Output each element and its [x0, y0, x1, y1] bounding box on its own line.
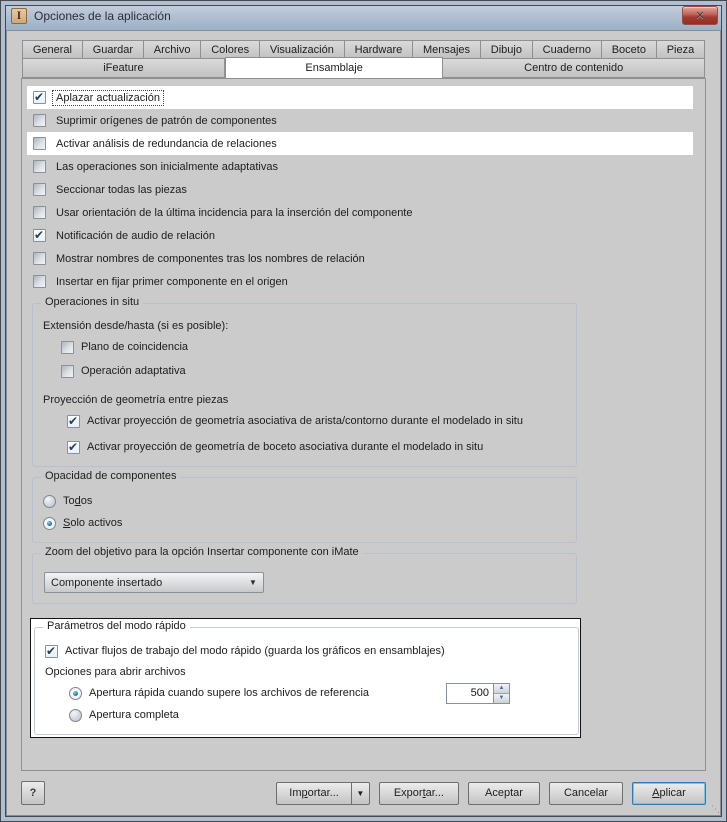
radio-label: Apertura rápida cuando supere los archivos de referencia	[89, 687, 370, 699]
open-files-label: Opciones para abrir archivos	[45, 666, 186, 678]
option-label: Aplazar actualización	[53, 91, 163, 105]
chevron-down-icon: ▼	[249, 578, 257, 587]
group-operaciones-in-situ	[32, 296, 577, 467]
option-row	[27, 178, 693, 201]
option-label: Activar proyección de geometría de boceto asociativa durante el modelado in situ	[87, 441, 484, 453]
import-dropdown-icon[interactable]: ▼	[351, 783, 369, 804]
tab-visualizacion[interactable]: Visualización	[260, 40, 345, 59]
group-title: Parámetros del modo rápido	[43, 620, 190, 632]
checkbox-proyeccion-arista[interactable]	[67, 415, 80, 428]
option-row	[27, 270, 693, 293]
reference-files-spinner	[446, 683, 510, 704]
option-label: Plano de coincidencia	[81, 341, 189, 353]
tab-colores[interactable]: Colores	[201, 40, 260, 59]
help-button[interactable]	[21, 781, 45, 805]
checkbox-mostrar-nombres[interactable]	[33, 252, 46, 265]
checkbox-seccionar-piezas[interactable]	[33, 183, 46, 196]
option-row	[67, 436, 568, 458]
option-row	[27, 86, 693, 109]
tab-centro-de-contenido[interactable]: Centro de contenido	[443, 59, 705, 78]
option-row	[27, 247, 693, 270]
option-label: Insertar en fijar primer componente en el origen	[56, 275, 288, 288]
radio-solo-activos[interactable]	[43, 517, 56, 530]
option-label: Seccionar todas las piezas	[56, 183, 187, 196]
option-label: Activar análisis de redundancia de relaciones	[56, 137, 277, 150]
option-label: Notificación de audio de relación	[56, 229, 215, 242]
option-label: Suprimir orígenes de patrón de componentes	[56, 114, 277, 127]
option-label: Activar flujos de trabajo del modo rápido (guarda los gráficos en ensamblajes)	[65, 645, 445, 657]
ensamblaje-tab-panel	[21, 78, 706, 771]
checkbox-notificacion-audio[interactable]	[33, 229, 46, 242]
extension-label: Extensión desde/hasta (si es posible):	[43, 320, 229, 332]
tab-hardware[interactable]: Hardware	[345, 40, 413, 59]
tab-guardar[interactable]: Guardar	[83, 40, 144, 59]
group-title: Opacidad de componentes	[41, 470, 180, 482]
resize-grip[interactable]: ⋱	[711, 804, 720, 814]
tab-ifeature[interactable]: iFeature	[22, 59, 225, 78]
option-label: Operación adaptativa	[81, 365, 186, 377]
express-mode-highlight-box	[30, 618, 581, 738]
option-label: Mostrar nombres de componentes tras los nombres de relación	[56, 252, 365, 265]
spin-down-icon[interactable]: ▼	[494, 693, 509, 703]
tab-archivo[interactable]: Archivo	[144, 40, 201, 59]
export-button[interactable]: Expor t ar...	[379, 782, 459, 805]
radio-todos[interactable]	[43, 495, 56, 508]
option-row	[61, 336, 568, 358]
import-button-label[interactable]: Im p ortar...	[289, 787, 339, 799]
apply-button[interactable]: A plicar	[632, 782, 706, 805]
group-opacidad-componentes	[32, 470, 577, 543]
title-bar[interactable]	[1, 1, 726, 31]
help-icon: ?	[29, 787, 37, 799]
dropdown-value: Componente insertado	[51, 576, 163, 589]
option-label: Activar proyección de geometría asociativa de arista/contorno durante el modelado in situ	[87, 415, 523, 427]
tab-cuaderno[interactable]: Cuaderno	[533, 40, 602, 59]
tab-pieza[interactable]: Pieza	[657, 40, 705, 59]
checkbox-proyeccion-boceto[interactable]	[67, 441, 80, 454]
option-row	[27, 201, 693, 224]
checkbox-flujos-modo-rapido[interactable]	[45, 645, 58, 658]
componente-insertado-dropdown[interactable]	[44, 572, 264, 593]
checkbox-suprimir-origenes[interactable]	[33, 114, 46, 127]
close-icon[interactable]: ✕	[682, 6, 718, 25]
tab-ensamblaje[interactable]: Ensamblaje	[225, 57, 444, 78]
checkbox-operaciones-adaptativas[interactable]	[33, 160, 46, 173]
inventor-app-icon: I	[11, 8, 27, 24]
option-row	[27, 109, 693, 132]
radio-row	[69, 704, 570, 726]
radio-row	[43, 490, 568, 512]
radio-row	[69, 682, 570, 704]
cancel-button[interactable]: Cancelar	[549, 782, 623, 805]
option-row	[27, 155, 693, 178]
checkbox-plano-coincidencia[interactable]	[61, 341, 74, 354]
spin-buttons	[493, 683, 510, 704]
import-button[interactable]	[276, 782, 370, 805]
dialog-client-area	[6, 31, 721, 816]
option-row	[61, 360, 568, 382]
reference-files-input[interactable]	[446, 683, 493, 704]
option-label: Las operaciones son inicialmente adaptativas	[56, 160, 278, 173]
checkbox-aplazar-actualizacion[interactable]	[33, 91, 46, 104]
option-row	[67, 410, 568, 432]
tab-mensajes[interactable]: Mensajes	[413, 40, 481, 59]
projection-label: Proyección de geometría entre piezas	[43, 394, 229, 406]
radio-apertura-completa[interactable]	[69, 709, 82, 722]
radio-apertura-rapida[interactable]	[69, 687, 82, 700]
checkbox-insertar-fijar[interactable]	[33, 275, 46, 288]
group-title: Operaciones in situ	[41, 296, 143, 308]
radio-row	[43, 512, 568, 534]
option-row	[27, 224, 693, 247]
radio-label: Apertura completa	[89, 709, 179, 721]
dialog-footer	[7, 771, 720, 815]
tab-general[interactable]: General	[22, 40, 83, 59]
option-row	[45, 640, 570, 662]
checkbox-analisis-redundancia[interactable]	[33, 137, 46, 150]
tab-boceto[interactable]: Boceto	[602, 40, 657, 59]
group-zoom-objetivo	[32, 546, 577, 604]
tab-dibujo[interactable]: Dibujo	[481, 40, 533, 59]
option-row	[27, 132, 693, 155]
radio-label: Todos	[63, 495, 93, 507]
spin-up-icon[interactable]: ▲	[494, 684, 509, 693]
radio-label: Solo activos	[63, 517, 123, 529]
checkbox-usar-orientacion[interactable]	[33, 206, 46, 219]
group-parametros-modo-rapido	[34, 620, 579, 735]
accept-button[interactable]: Aceptar	[468, 782, 540, 805]
group-title: Zoom del objetivo para la opción Insertar componente con iMate	[41, 546, 363, 558]
window-title: Opciones de la aplicación	[34, 8, 171, 23]
checkbox-operacion-adaptativa[interactable]	[61, 365, 74, 378]
tab-bar-row2	[7, 59, 720, 78]
option-label: Usar orientación de la última incidencia para la inserción del componente	[56, 206, 413, 219]
